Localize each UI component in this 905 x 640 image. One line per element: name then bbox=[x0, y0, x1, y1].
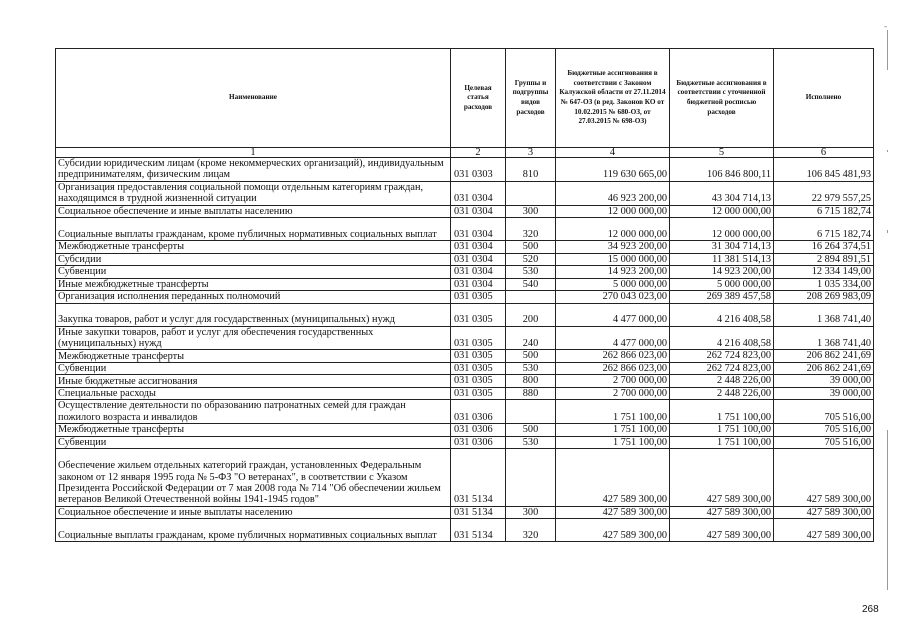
row-expense-group: 880 bbox=[506, 387, 556, 400]
scan-dash-mark: - bbox=[884, 22, 888, 32]
row-name: Социальные выплаты гражданам, кроме публичных нормативных социальных выплат bbox=[56, 218, 451, 241]
table-row bbox=[56, 350, 874, 363]
table-row bbox=[56, 387, 874, 400]
row-target-article: 031 5134 bbox=[451, 519, 506, 542]
row-target-article: 031 0305 bbox=[451, 326, 506, 350]
row-roster-appropriation: 1 751 100,00 bbox=[670, 436, 774, 449]
row-name: Субсидии bbox=[56, 253, 451, 266]
table-row bbox=[56, 181, 874, 205]
table-row bbox=[56, 519, 874, 542]
row-expense-group: 240 bbox=[506, 326, 556, 350]
row-roster-appropriation: 427 589 300,00 bbox=[670, 506, 774, 519]
row-target-article: 031 5134 bbox=[451, 506, 506, 519]
table-row bbox=[56, 506, 874, 519]
row-executed: 22 979 557,25 bbox=[774, 181, 874, 205]
table-row bbox=[56, 303, 874, 326]
row-target-article: 031 0304 bbox=[451, 218, 506, 241]
row-target-article: 031 0305 bbox=[451, 375, 506, 388]
row-roster-appropriation: 12 000 000,00 bbox=[670, 218, 774, 241]
row-executed: 16 264 374,51 bbox=[774, 241, 874, 254]
table-row bbox=[56, 326, 874, 350]
row-roster-appropriation: 262 724 823,00 bbox=[670, 362, 774, 375]
row-roster-appropriation: 2 448 226,00 bbox=[670, 387, 774, 400]
row-executed: 39 000,00 bbox=[774, 387, 874, 400]
column-number: 6 bbox=[774, 148, 874, 158]
row-law-appropriation: 427 589 300,00 bbox=[556, 449, 670, 507]
row-target-article: 031 0305 bbox=[451, 362, 506, 375]
row-law-appropriation: 12 000 000,00 bbox=[556, 218, 670, 241]
row-executed: 705 516,00 bbox=[774, 424, 874, 437]
row-target-article: 031 0306 bbox=[451, 436, 506, 449]
row-executed: 1 368 741,40 bbox=[774, 303, 874, 326]
row-law-appropriation: 14 923 200,00 bbox=[556, 266, 670, 279]
row-roster-appropriation: 5 000 000,00 bbox=[670, 278, 774, 291]
row-law-appropriation: 2 700 000,00 bbox=[556, 387, 670, 400]
row-name: Закупка товаров, работ и услуг для государственных (муниципальных) нужд bbox=[56, 303, 451, 326]
row-law-appropriation: 1 751 100,00 bbox=[556, 400, 670, 424]
row-executed: 6 715 182,74 bbox=[774, 205, 874, 218]
scan-edge-mark bbox=[887, 430, 888, 590]
row-name: Межбюджетные трансферты bbox=[56, 424, 451, 437]
header-target-article: Целевая статья расходов bbox=[451, 49, 506, 148]
row-name: Организация исполнения переданных полномочий bbox=[56, 291, 451, 304]
row-expense-group: 500 bbox=[506, 350, 556, 363]
row-roster-appropriation: 1 751 100,00 bbox=[670, 400, 774, 424]
row-expense-group: 530 bbox=[506, 266, 556, 279]
row-expense-group: 540 bbox=[506, 278, 556, 291]
row-law-appropriation: 5 000 000,00 bbox=[556, 278, 670, 291]
row-expense-group: 800 bbox=[506, 375, 556, 388]
table-header bbox=[56, 49, 874, 158]
row-executed: 705 516,00 bbox=[774, 400, 874, 424]
row-roster-appropriation: 43 304 714,13 bbox=[670, 181, 774, 205]
row-name: Межбюджетные трансферты bbox=[56, 350, 451, 363]
column-number-row bbox=[56, 148, 874, 158]
row-target-article: 031 0304 bbox=[451, 205, 506, 218]
row-expense-group: 320 bbox=[506, 519, 556, 542]
row-law-appropriation: 427 589 300,00 bbox=[556, 506, 670, 519]
row-law-appropriation: 262 866 023,00 bbox=[556, 350, 670, 363]
row-name: Социальное обеспечение и иные выплаты населению bbox=[56, 205, 451, 218]
row-roster-appropriation: 427 589 300,00 bbox=[670, 519, 774, 542]
table-row bbox=[56, 400, 874, 424]
row-target-article: 031 0306 bbox=[451, 424, 506, 437]
row-roster-appropriation: 31 304 714,13 bbox=[670, 241, 774, 254]
row-name: Специальные расходы bbox=[56, 387, 451, 400]
row-executed: 208 269 983,09 bbox=[774, 291, 874, 304]
row-executed: 12 334 149,00 bbox=[774, 266, 874, 279]
table-row bbox=[56, 158, 874, 182]
row-name: Субвенции bbox=[56, 362, 451, 375]
row-roster-appropriation: 2 448 226,00 bbox=[670, 375, 774, 388]
row-name: Субвенции bbox=[56, 266, 451, 279]
row-roster-appropriation: 427 589 300,00 bbox=[670, 449, 774, 507]
row-executed: 705 516,00 bbox=[774, 436, 874, 449]
column-number: 1 bbox=[56, 148, 451, 158]
header-roster-appropriations: Бюджетные ассигнования в соответствии с уточненной бюджетной росписью расходов bbox=[670, 49, 774, 148]
table-row bbox=[56, 278, 874, 291]
row-law-appropriation: 119 630 665,00 bbox=[556, 158, 670, 182]
row-roster-appropriation: 106 846 800,11 bbox=[670, 158, 774, 182]
row-roster-appropriation: 14 923 200,00 bbox=[670, 266, 774, 279]
row-expense-group: 500 bbox=[506, 424, 556, 437]
table-body bbox=[56, 158, 874, 542]
column-number: 4 bbox=[556, 148, 670, 158]
column-number: 5 bbox=[670, 148, 774, 158]
row-law-appropriation: 270 043 023,00 bbox=[556, 291, 670, 304]
row-expense-group: 530 bbox=[506, 436, 556, 449]
row-expense-group: 500 bbox=[506, 241, 556, 254]
row-name: Обеспечение жильем отдельных категорий граждан, установленных Федеральным законом от 12 января 1995 года № 5-ФЗ "О ветеранах", в соответствии с Указом Президента Российской Федерации от 7 мая 2008 года № 714 "Об обеспечении жильем ветеранов Великой Отечественной войны 1941-1945 годов" bbox=[56, 449, 451, 507]
row-law-appropriation: 15 000 000,00 bbox=[556, 253, 670, 266]
row-target-article: 031 0304 bbox=[451, 241, 506, 254]
row-expense-group bbox=[506, 400, 556, 424]
row-law-appropriation: 12 000 000,00 bbox=[556, 205, 670, 218]
row-expense-group: 300 bbox=[506, 205, 556, 218]
table-row bbox=[56, 266, 874, 279]
row-law-appropriation: 46 923 200,00 bbox=[556, 181, 670, 205]
table-row bbox=[56, 436, 874, 449]
row-name: Субсидии юридическим лицам (кроме некоммерческих организаций), индивидуальным предпринимателям, физическим лицам bbox=[56, 158, 451, 182]
row-executed: 427 589 300,00 bbox=[774, 519, 874, 542]
row-expense-group: 200 bbox=[506, 303, 556, 326]
row-name: Субвенции bbox=[56, 436, 451, 449]
table-row bbox=[56, 253, 874, 266]
row-law-appropriation: 262 866 023,00 bbox=[556, 362, 670, 375]
scan-edge-mark bbox=[887, 230, 888, 233]
row-executed: 1 035 334,00 bbox=[774, 278, 874, 291]
column-number: 3 bbox=[506, 148, 556, 158]
scan-edge-mark bbox=[887, 150, 888, 152]
table-row bbox=[56, 424, 874, 437]
table-row bbox=[56, 291, 874, 304]
row-law-appropriation: 1 751 100,00 bbox=[556, 436, 670, 449]
table-row bbox=[56, 205, 874, 218]
row-law-appropriation: 4 477 000,00 bbox=[556, 326, 670, 350]
row-expense-group bbox=[506, 449, 556, 507]
row-law-appropriation: 427 589 300,00 bbox=[556, 519, 670, 542]
row-expense-group: 530 bbox=[506, 362, 556, 375]
row-law-appropriation: 4 477 000,00 bbox=[556, 303, 670, 326]
row-roster-appropriation: 12 000 000,00 bbox=[670, 205, 774, 218]
header-law-appropriations: Бюджетные ассигнования в соответствии с Законом Калужской области от 27.11.2014 № 647-ОЗ (в ред. Законов КО от 10.02.2015 № 680-ОЗ, от 27.03.2015 № 698-ОЗ) bbox=[556, 49, 670, 148]
row-target-article: 031 0304 bbox=[451, 266, 506, 279]
row-expense-group bbox=[506, 181, 556, 205]
row-executed: 2 894 891,51 bbox=[774, 253, 874, 266]
row-target-article: 031 0304 bbox=[451, 278, 506, 291]
row-executed: 206 862 241,69 bbox=[774, 362, 874, 375]
header-name: Наименование bbox=[56, 49, 451, 148]
row-roster-appropriation: 4 216 408,58 bbox=[670, 326, 774, 350]
row-roster-appropriation: 4 216 408,58 bbox=[670, 303, 774, 326]
row-law-appropriation: 2 700 000,00 bbox=[556, 375, 670, 388]
row-name: Осуществление деятельности по образованию патронатных семей для граждан пожилого возраста и инвалидов bbox=[56, 400, 451, 424]
row-executed: 206 862 241,69 bbox=[774, 350, 874, 363]
row-target-article: 031 0305 bbox=[451, 303, 506, 326]
page-number: 268 bbox=[862, 604, 879, 615]
row-expense-group bbox=[506, 291, 556, 304]
row-name: Иные межбюджетные трансферты bbox=[56, 278, 451, 291]
row-name: Организация предоставления социальной помощи отдельным категориям граждан, находящимся в трудной жизненной ситуации bbox=[56, 181, 451, 205]
table-row bbox=[56, 362, 874, 375]
row-target-article: 031 0303 bbox=[451, 158, 506, 182]
row-target-article: 031 0304 bbox=[451, 253, 506, 266]
budget-execution-table bbox=[55, 48, 874, 542]
row-expense-group: 810 bbox=[506, 158, 556, 182]
row-target-article: 031 0306 bbox=[451, 400, 506, 424]
row-name: Межбюджетные трансферты bbox=[56, 241, 451, 254]
row-executed: 427 589 300,00 bbox=[774, 449, 874, 507]
row-name: Иные бюджетные ассигнования bbox=[56, 375, 451, 388]
row-name: Социальное обеспечение и иные выплаты населению bbox=[56, 506, 451, 519]
row-roster-appropriation: 269 389 457,58 bbox=[670, 291, 774, 304]
row-executed: 6 715 182,74 bbox=[774, 218, 874, 241]
table-row bbox=[56, 241, 874, 254]
column-number: 2 bbox=[451, 148, 506, 158]
header-executed: Исполнено bbox=[774, 49, 874, 148]
row-roster-appropriation: 262 724 823,00 bbox=[670, 350, 774, 363]
row-target-article: 031 0305 bbox=[451, 291, 506, 304]
scan-edge-mark bbox=[887, 30, 888, 70]
table-row bbox=[56, 449, 874, 507]
row-target-article: 031 0305 bbox=[451, 350, 506, 363]
table-row bbox=[56, 375, 874, 388]
row-executed: 39 000,00 bbox=[774, 375, 874, 388]
row-target-article: 031 5134 bbox=[451, 449, 506, 507]
row-executed: 1 368 741,40 bbox=[774, 326, 874, 350]
row-target-article: 031 0305 bbox=[451, 387, 506, 400]
row-roster-appropriation: 11 381 514,13 bbox=[670, 253, 774, 266]
row-executed: 106 845 481,93 bbox=[774, 158, 874, 182]
row-law-appropriation: 34 923 200,00 bbox=[556, 241, 670, 254]
header-expense-group: Группы и подгруппы видов расходов bbox=[506, 49, 556, 148]
row-target-article: 031 0304 bbox=[451, 181, 506, 205]
table-row bbox=[56, 218, 874, 241]
row-expense-group: 300 bbox=[506, 506, 556, 519]
row-executed: 427 589 300,00 bbox=[774, 506, 874, 519]
row-expense-group: 520 bbox=[506, 253, 556, 266]
row-name: Иные закупки товаров, работ и услуг для обеспечения государственных (муниципальных) нужд bbox=[56, 326, 451, 350]
row-roster-appropriation: 1 751 100,00 bbox=[670, 424, 774, 437]
row-expense-group: 320 bbox=[506, 218, 556, 241]
row-name: Социальные выплаты гражданам, кроме публичных нормативных социальных выплат bbox=[56, 519, 451, 542]
row-law-appropriation: 1 751 100,00 bbox=[556, 424, 670, 437]
